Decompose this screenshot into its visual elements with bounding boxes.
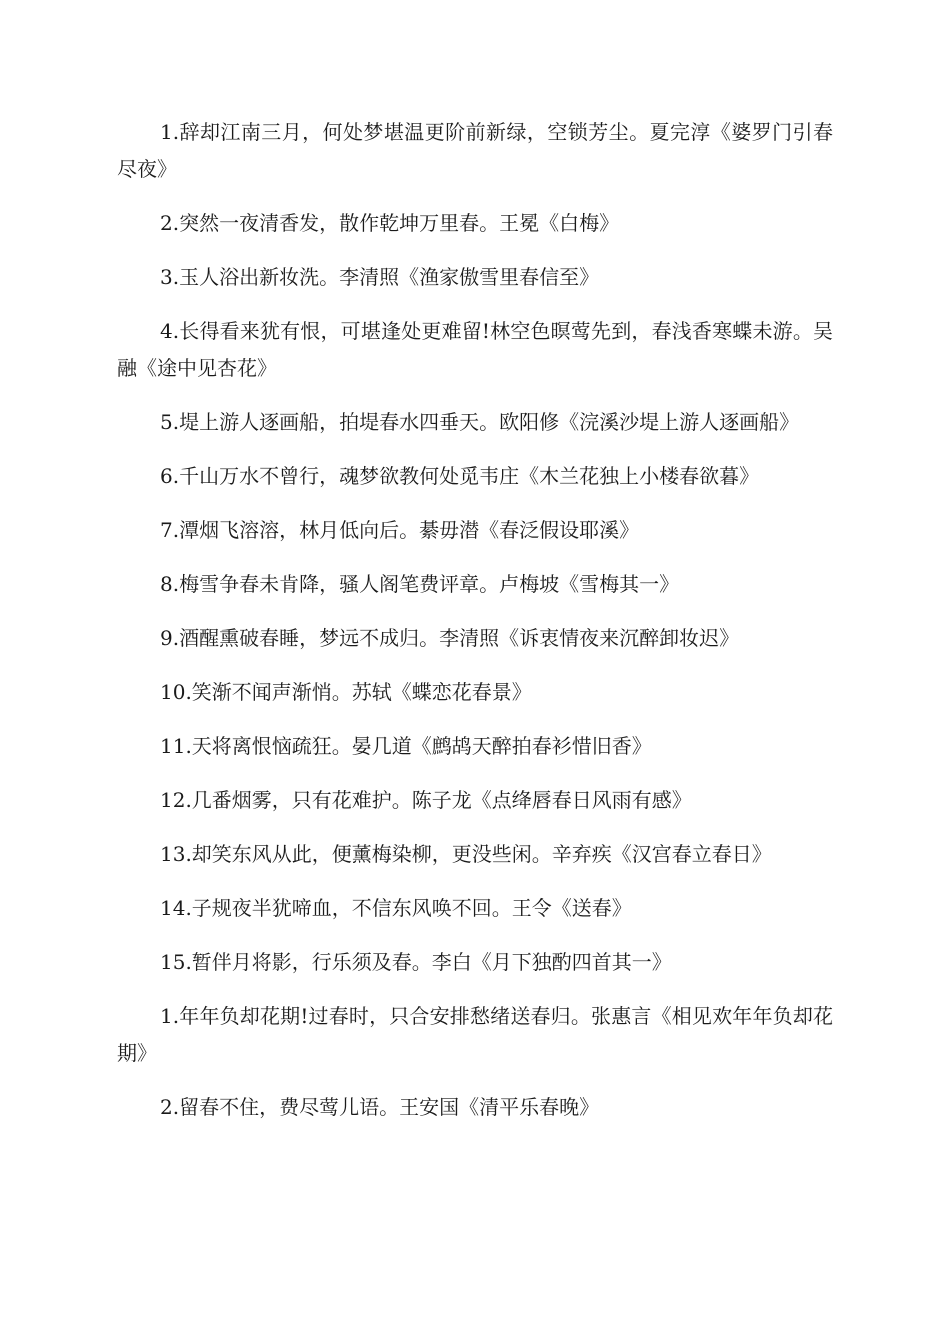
poem-line-4: 4.长得看来犹有恨，可堪逢处更难留!林空色暝莺先到，春浅香寒蝶未游。吴融《途中见杏花》 bbox=[117, 319, 833, 380]
poem-line-6: 6.千山万水不曾行，魂梦欲教何处觅韦庄《木兰花独上小楼春欲暮》 bbox=[160, 464, 760, 488]
poem-line-7: 7.潭烟飞溶溶，林月低向后。綦毋潜《春泛假设耶溪》 bbox=[160, 518, 640, 542]
poem-line-15: 15.暂伴月将影，行乐须及春。李白《月下独酌四首其一》 bbox=[160, 950, 672, 974]
poem-line-11: 11.天将离恨恼疏狂。晏几道《鹧鸪天醉拍春衫惜旧香》 bbox=[160, 734, 652, 758]
poem-line-17: 2.留春不住，费尽莺儿语。王安国《清平乐春晚》 bbox=[160, 1095, 600, 1119]
poem-line-14: 14.子规夜半犹啼血，不信东风唤不回。王令《送春》 bbox=[160, 896, 632, 920]
poem-line-9: 9.酒醒熏破春睡，梦远不成归。李清照《诉衷情夜来沉醉卸妆迟》 bbox=[160, 626, 740, 650]
poem-line-3: 3.玉人浴出新妆洗。李清照《渔家傲雪里春信至》 bbox=[160, 265, 600, 289]
poem-line-1: 1.辞却江南三月，何处梦堪温更阶前新绿，空锁芳尘。夏完淳《婆罗门引春尽夜》 bbox=[117, 120, 833, 181]
poem-line-2: 2.突然一夜清香发，散作乾坤万里春。王冕《白梅》 bbox=[160, 211, 620, 235]
poem-line-16: 1.年年负却花期!过春时，只合安排愁绪送春归。张惠言《相见欢年年负却花期》 bbox=[117, 1004, 833, 1065]
poem-line-10: 10.笑渐不闻声渐悄。苏轼《蝶恋花春景》 bbox=[160, 680, 532, 704]
poem-line-13: 13.却笑东风从此，便薰梅染柳，更没些闲。辛弃疾《汉宫春立春日》 bbox=[160, 842, 772, 866]
poem-line-12: 12.几番烟雾，只有花难护。陈子龙《点绛唇春日风雨有感》 bbox=[160, 788, 692, 812]
poem-line-8: 8.梅雪争春未肯降，骚人阁笔费评章。卢梅坡《雪梅其一》 bbox=[160, 572, 680, 596]
document-page bbox=[117, 114, 833, 1126]
poem-line-5: 5.堤上游人逐画船，拍堤春水四垂天。欧阳修《浣溪沙堤上游人逐画船》 bbox=[160, 410, 800, 434]
